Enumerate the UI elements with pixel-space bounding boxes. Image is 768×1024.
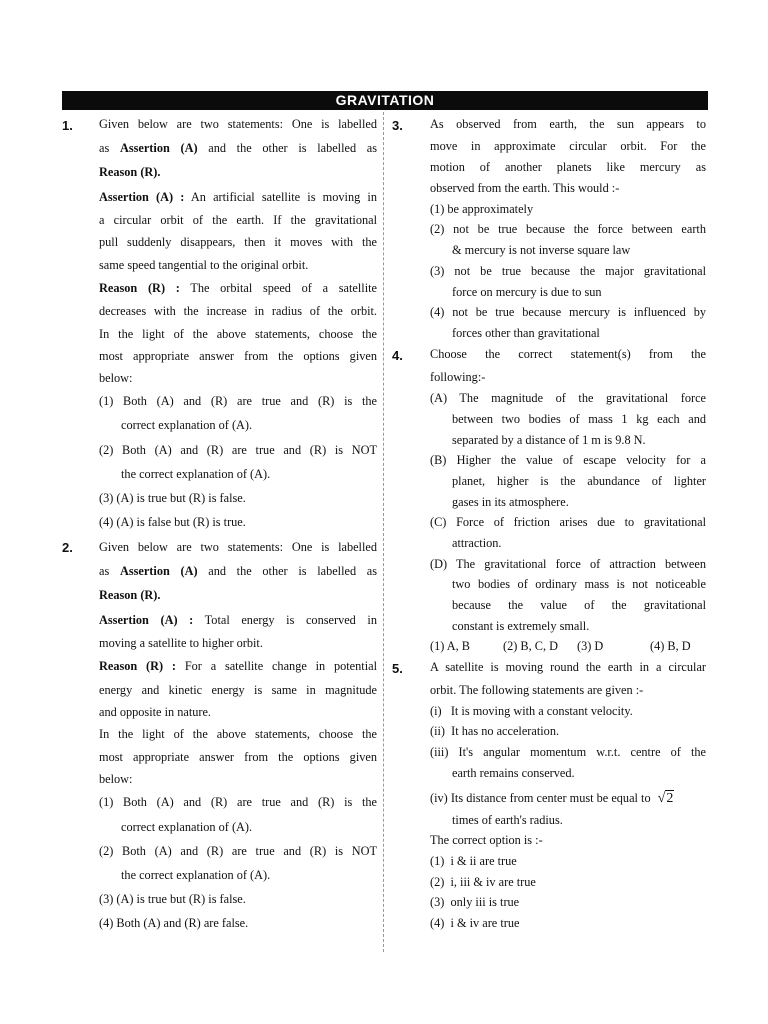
option-3[interactable]: (3) (A) is true but (R) is false.: [99, 491, 246, 505]
statement-c: attraction.: [452, 536, 502, 550]
option-4[interactable]: (4) i & iv are true: [430, 916, 520, 930]
option-1[interactable]: (1) Both (A) and (R) are true and (R) is the: [99, 394, 377, 408]
statement-d: constant is extremely small.: [452, 619, 590, 633]
option-1[interactable]: (1) i & ii are true: [430, 854, 517, 868]
option-1[interactable]: (1) A, B: [430, 639, 470, 653]
statement-d: because the value of the gravitational: [452, 598, 706, 612]
statement-a: (A) The magnitude of the gravitational force: [430, 391, 706, 405]
question-text: A satellite is moving round the earth in a circular: [430, 660, 706, 674]
question-number: 3.: [392, 118, 403, 133]
option-4[interactable]: (4) B, D: [650, 639, 691, 653]
option-4[interactable]: (4) not be true because mercury is influenced by: [430, 305, 706, 319]
question-number: 4.: [392, 348, 403, 363]
assertion-text: Assertion (A) : Total energy is conserved in: [99, 613, 377, 627]
option-3[interactable]: (3) only iii is true: [430, 895, 520, 909]
statement-b: planet, higher is the abundance of lighter: [452, 474, 706, 488]
statement-b: (B) Higher the value of escape velocity for a: [430, 453, 706, 467]
option-3[interactable]: (3) (A) is true but (R) is false.: [99, 892, 246, 906]
question-text: below:: [99, 371, 133, 385]
option-2[interactable]: the correct explanation of (A).: [121, 467, 271, 481]
question-text: The correct option is :-: [430, 833, 543, 847]
question-text: as Assertion (A) and the other is labelled as: [99, 564, 378, 578]
page-title: GRAVITATION: [62, 91, 708, 110]
sqrt-symbol: √2: [657, 791, 674, 806]
statement-b: gases in its atmosphere.: [452, 495, 569, 509]
question-text: Reason (R).: [99, 588, 161, 602]
option-3[interactable]: force on mercury is due to sun: [452, 285, 602, 299]
option-1[interactable]: (1) be approximately: [430, 202, 534, 216]
question-text: Given below are two statements: One is labelled: [99, 117, 377, 131]
question-text: Given below are two statements: One is labelled: [99, 540, 377, 554]
question-number: 2.: [62, 540, 73, 555]
statement-a: separated by a distance of 1 m is 9.8 N.: [452, 433, 646, 447]
question-number: 5.: [392, 661, 403, 676]
option-2[interactable]: & mercury is not inverse square law: [452, 243, 631, 257]
question-text: Reason (R).: [99, 165, 161, 179]
option-2[interactable]: (2) Both (A) and (R) are true and (R) is NOT: [99, 443, 377, 457]
statement-ii: (ii) It has no acceleration.: [430, 724, 560, 738]
question-text: Choose the correct statement(s) from the: [430, 347, 706, 361]
reason-text: Reason (R) : The orbital speed of a satellite: [99, 281, 378, 295]
question-text: move in approximate circular orbit. For the: [430, 139, 706, 153]
question-text: most appropriate answer from the options given: [99, 349, 377, 363]
question-text: following:-: [430, 370, 486, 384]
question-text: as Assertion (A) and the other is labelled as: [99, 141, 378, 155]
statement-iii: (iii) It's angular momentum w.r.t. centre of the: [430, 745, 706, 759]
question-number: 1.: [62, 118, 73, 133]
reason-text: energy and kinetic energy is same in magnitude: [99, 683, 377, 697]
column-divider: [383, 112, 384, 952]
option-2[interactable]: (2) i, iii & iv are true: [430, 875, 536, 889]
question-text: observed from the earth. This would :-: [430, 181, 620, 195]
statement-d: two bodies of ordinary mass is not noticeable: [452, 577, 706, 591]
statement-i: (i) It is moving with a constant velocity.: [430, 704, 633, 718]
statement-iii: earth remains conserved.: [452, 766, 575, 780]
option-1[interactable]: correct explanation of (A).: [121, 820, 253, 834]
option-3[interactable]: (3) D: [577, 639, 604, 653]
option-4[interactable]: (4) (A) is false but (R) is true.: [99, 515, 246, 529]
option-4[interactable]: forces other than gravitational: [452, 326, 600, 340]
question-text: In the light of the above statements, choose the: [99, 727, 377, 741]
statement-d: (D) The gravitational force of attraction between: [430, 557, 706, 571]
assertion-text: moving a satellite to higher orbit.: [99, 636, 263, 650]
question-text: motion of another planets like mercury as: [430, 160, 706, 174]
question-text: orbit. The following statements are given :-: [430, 683, 644, 697]
question-text: As observed from earth, the sun appears to: [430, 117, 706, 131]
question-text: below:: [99, 772, 133, 786]
reason-text: Reason (R) : For a satellite change in potential: [99, 659, 377, 673]
option-2[interactable]: (2) B, C, D: [503, 639, 558, 653]
reason-text: decreases with the increase in radius of the orbit.: [99, 304, 377, 318]
statement-iv: times of earth's radius.: [452, 813, 563, 827]
option-2[interactable]: (2) Both (A) and (R) are true and (R) is NOT: [99, 844, 377, 858]
assertion-text: a circular orbit of the earth. If the gravitational: [99, 213, 377, 227]
question-text: In the light of the above statements, choose the: [99, 327, 377, 341]
option-1[interactable]: correct explanation of (A).: [121, 418, 253, 432]
option-2[interactable]: (2) not be true because the force between earth: [430, 222, 706, 236]
option-3[interactable]: (3) not be true because the major gravitational: [430, 264, 706, 278]
question-text: most appropriate answer from the options given: [99, 750, 377, 764]
reason-text: and opposite in nature.: [99, 705, 212, 719]
assertion-text: same speed tangential to the original orbit.: [99, 258, 309, 272]
statement-a: between two bodies of mass 1 kg each and: [452, 412, 706, 426]
statement-c: (C) Force of friction arises due to gravitational: [430, 515, 706, 529]
option-1[interactable]: (1) Both (A) and (R) are true and (R) is the: [99, 795, 377, 809]
statement-iv: (iv) Its distance from center must be equal to √2: [430, 791, 674, 806]
assertion-text: pull suddenly disappears, then it moves with the: [99, 235, 377, 249]
option-2[interactable]: the correct explanation of (A).: [121, 868, 271, 882]
option-4[interactable]: (4) Both (A) and (R) are false.: [99, 916, 249, 930]
assertion-text: Assertion (A) : An artificial satellite is moving in: [99, 190, 377, 204]
